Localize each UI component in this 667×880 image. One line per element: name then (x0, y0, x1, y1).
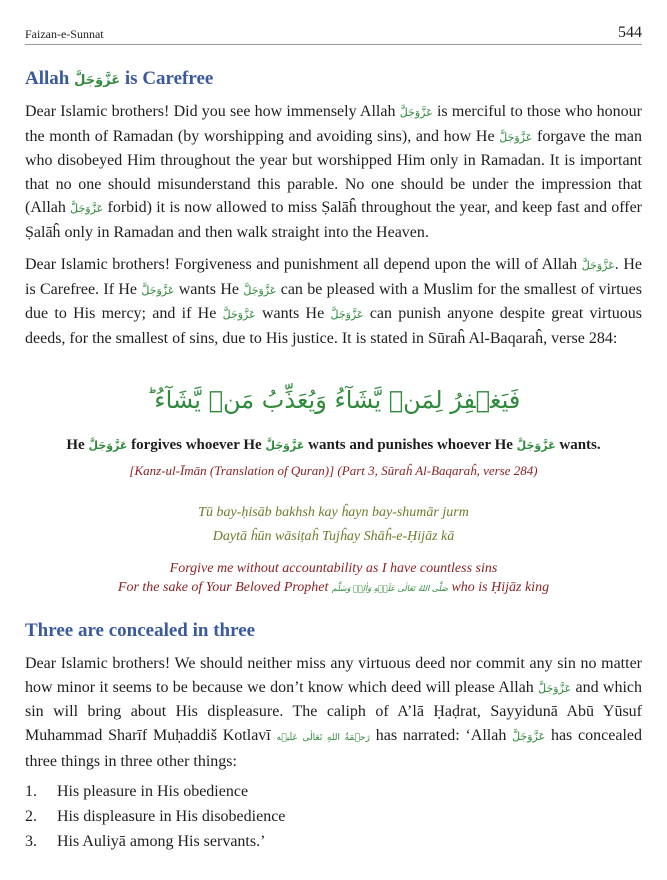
verse-translation (25, 437, 642, 454)
page-number: 544 (618, 24, 642, 41)
book-title: Faizan-e-Sunnat (25, 27, 104, 41)
text: who is Ḥijāz king (447, 580, 550, 595)
honorific-azza-wajal: عَزَّوَجَلَّ (70, 202, 104, 215)
poem-transliteration-line-1: Tū bay-ḥisāb bakhsh kay ĥayn bay-shumār jurm (198, 505, 469, 520)
list-number: 2. (25, 808, 37, 825)
running-header (25, 24, 642, 45)
list-number: 1. (25, 783, 37, 800)
honorific-azza-wajal: عَزَّوَجَلَّ (88, 439, 128, 452)
honorific-azza-wajal: عَزَّوَجَلَّ (222, 308, 256, 321)
text: . He is Carefree. If He (25, 256, 643, 298)
text: wants. (555, 437, 601, 453)
verse-reference: [Kanz-ul-Īmān (Translation of Quran)] (Part 3, Sūraĥ Al-Baqaraĥ, verse 284) (129, 463, 538, 478)
honorific-azza-wajal: عَزَّوَجَلَّ (512, 729, 546, 743)
honorific-azza-wajal: عَزَّوَجَلَّ (243, 283, 277, 297)
text: wants and punishes whoever He (304, 437, 517, 453)
text: and which sin will bring about His displeasure. The caliph of A’lā Ḥaḍrat, Sayyidunā Abū Yūsuf Muhammad Sharīf Muḥaddiš Kotlavī (25, 678, 643, 744)
list-item (25, 783, 285, 808)
paragraph-ramadan-parable (25, 100, 642, 244)
honorific-azza-wajal: عَزَّوَجَلَّ (74, 73, 121, 88)
poem-translation-line-1: Forgive me without accountability as I have countless sins (169, 561, 498, 576)
list-text: His Auliyā among His servants.’ (57, 833, 266, 850)
heading-text-pre: Allah (25, 68, 75, 89)
honorific-azza-wajal: عَزَّوَجَلَّ (499, 130, 533, 144)
honorific-azza-wajal: عَزَّوَجَلَّ (330, 308, 364, 321)
honorific-azza-wajal: عَزَّوَجَلَّ (581, 259, 615, 272)
heading-text-post: is Carefree (120, 68, 214, 89)
text: can be pleased with a Muslim for the smallest of virtues due to His mercy; and if He (25, 280, 643, 322)
section-heading-three-concealed: Three are concealed in three (25, 620, 256, 641)
honorific-azza-wajal: عَزَّوَجَلَّ (516, 439, 556, 452)
text: can punish anyone despite great virtuous deeds, for the smallest of sins, due to His justice. It is stated in Sūraĥ Al-Baqaraĥ, verse 284: (25, 305, 642, 347)
text: Dear Islamic brothers! We should neither miss any virtuous deed nor commit any sin no matter how minor it seems to be because we don’t know which deed will please Allah (25, 655, 642, 696)
honorific-azza-wajal: عَزَّوَجَلَّ (538, 681, 572, 695)
paragraph-forgiveness-punishment (25, 253, 642, 350)
text: has concealed three things in three other things: (25, 726, 643, 770)
quran-verse-arabic: فَيَغۡفِرُ لِمَنۡ يَّشَآءُ وَيُعَذِّبُ مَنۡ يَّشَآءُ ؕ (146, 386, 521, 414)
text: forgives whoever He (127, 437, 266, 453)
honorific-salawat: صَلَّى اللهُ تَعَالٰى عَلَيۡهِ وَاٰلِهٖ وَسَلَّم (331, 584, 448, 593)
paragraph-three-concealed (25, 652, 642, 774)
text: For the sake of Your Beloved Prophet (117, 580, 332, 595)
text: wants He (255, 305, 331, 322)
text: is merciful to those who honour the month of Ramadan (by worshipping and avoiding sins), and how He (25, 103, 643, 145)
honorific-azza-wajal: عَزَّوَجَلَّ (141, 283, 175, 297)
text: Dear Islamic brothers! Did you see how immensely Allah (25, 103, 400, 120)
list-item (25, 808, 285, 833)
concealed-things-list (25, 783, 285, 858)
poem-transliteration-line-2: Daytā ĥūn wāsiṭaĥ Tujĥay Shāĥ-e-Ḥijāz kā (212, 529, 455, 544)
text: forbid) it is now allowed to miss Ṣalāĥ throughout the year, and keep fast and offer Ṣalāĥ only in Ramadan and then walk straight into the Heaven. (25, 199, 643, 241)
text: Dear Islamic brothers! Forgiveness and punishment all depend upon the will of Allah (25, 256, 582, 273)
poem-translation-line-2 (25, 580, 642, 596)
list-number: 3. (25, 833, 37, 850)
list-item (25, 833, 285, 858)
section-heading-carefree (25, 68, 213, 90)
text: wants He (174, 280, 244, 298)
honorific-rahmatullah: رَحۡمَةُ اللهِ تَعَالٰی عَلَيۡه (276, 732, 370, 743)
text: He (66, 437, 89, 453)
text: forgave the man who disobeyed Him throughout the year but worshipped Him only in Ramadan. It is important that no one should misunderstand this parable. No one should be under the impression that (Allah (25, 127, 642, 216)
honorific-azza-wajal: عَزَّوَجَلَّ (399, 106, 433, 119)
list-text: His pleasure in His obedience (57, 783, 249, 800)
list-text: His displeasure in His disobedience (57, 808, 286, 825)
honorific-azza-wajal: عَزَّوَجَلَّ (265, 439, 305, 452)
text: has narrated: ‘Allah (369, 726, 513, 744)
